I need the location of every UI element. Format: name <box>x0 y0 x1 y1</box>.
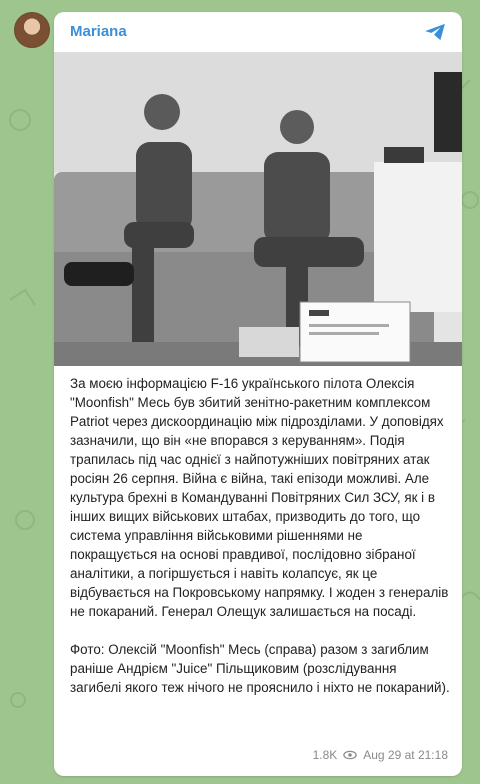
message-photo[interactable] <box>54 52 462 366</box>
author-name[interactable]: Mariana <box>70 23 127 40</box>
message-text <box>70 374 450 697</box>
eye-icon <box>343 750 357 760</box>
message-header <box>54 12 462 52</box>
share-icon[interactable] <box>424 23 446 41</box>
message-timestamp: Aug 29 at 21:18 <box>363 748 448 762</box>
message-paragraph: Фото: Олексій "Moonfish" Месь (справа) разом з загиблим раніше Андрієм "Juice" Пільщиковим (розслідування загибелі якого теж нічого не прояснило і ніхто не покараний). <box>70 642 450 695</box>
view-count: 1.8K <box>312 748 338 762</box>
message-meta <box>313 748 448 762</box>
message-paragraph: За моєю інформацією F-16 українського пілота Олексія "Moonfish" Месь був збитий зенітно-ракетним комплексом Patriot через дискоординацію між підрозділами. У доповідях зазначили, що він «не впорався з керуванням». Подія трапилась під час однієї з найпотужніших повітряних атак росіян 26 серпня. Війна є війна, такі епізоди можливі. Але культура брехні в Командуванні Повітряних Сил ЗСУ, як і в інших вищих військових штабах, призводить до того, що система управління військовими рішеннями не покращується на основі правдивої, послідовно зібраної аналітики, а погіршується і навіть колапсує, як це відбувається на Покровському напрямку. І жоден з генералів не покараний. Генерал Олещук залишається на посаді. <box>70 376 449 619</box>
author-avatar[interactable] <box>14 12 50 48</box>
message-bubble <box>54 12 462 776</box>
